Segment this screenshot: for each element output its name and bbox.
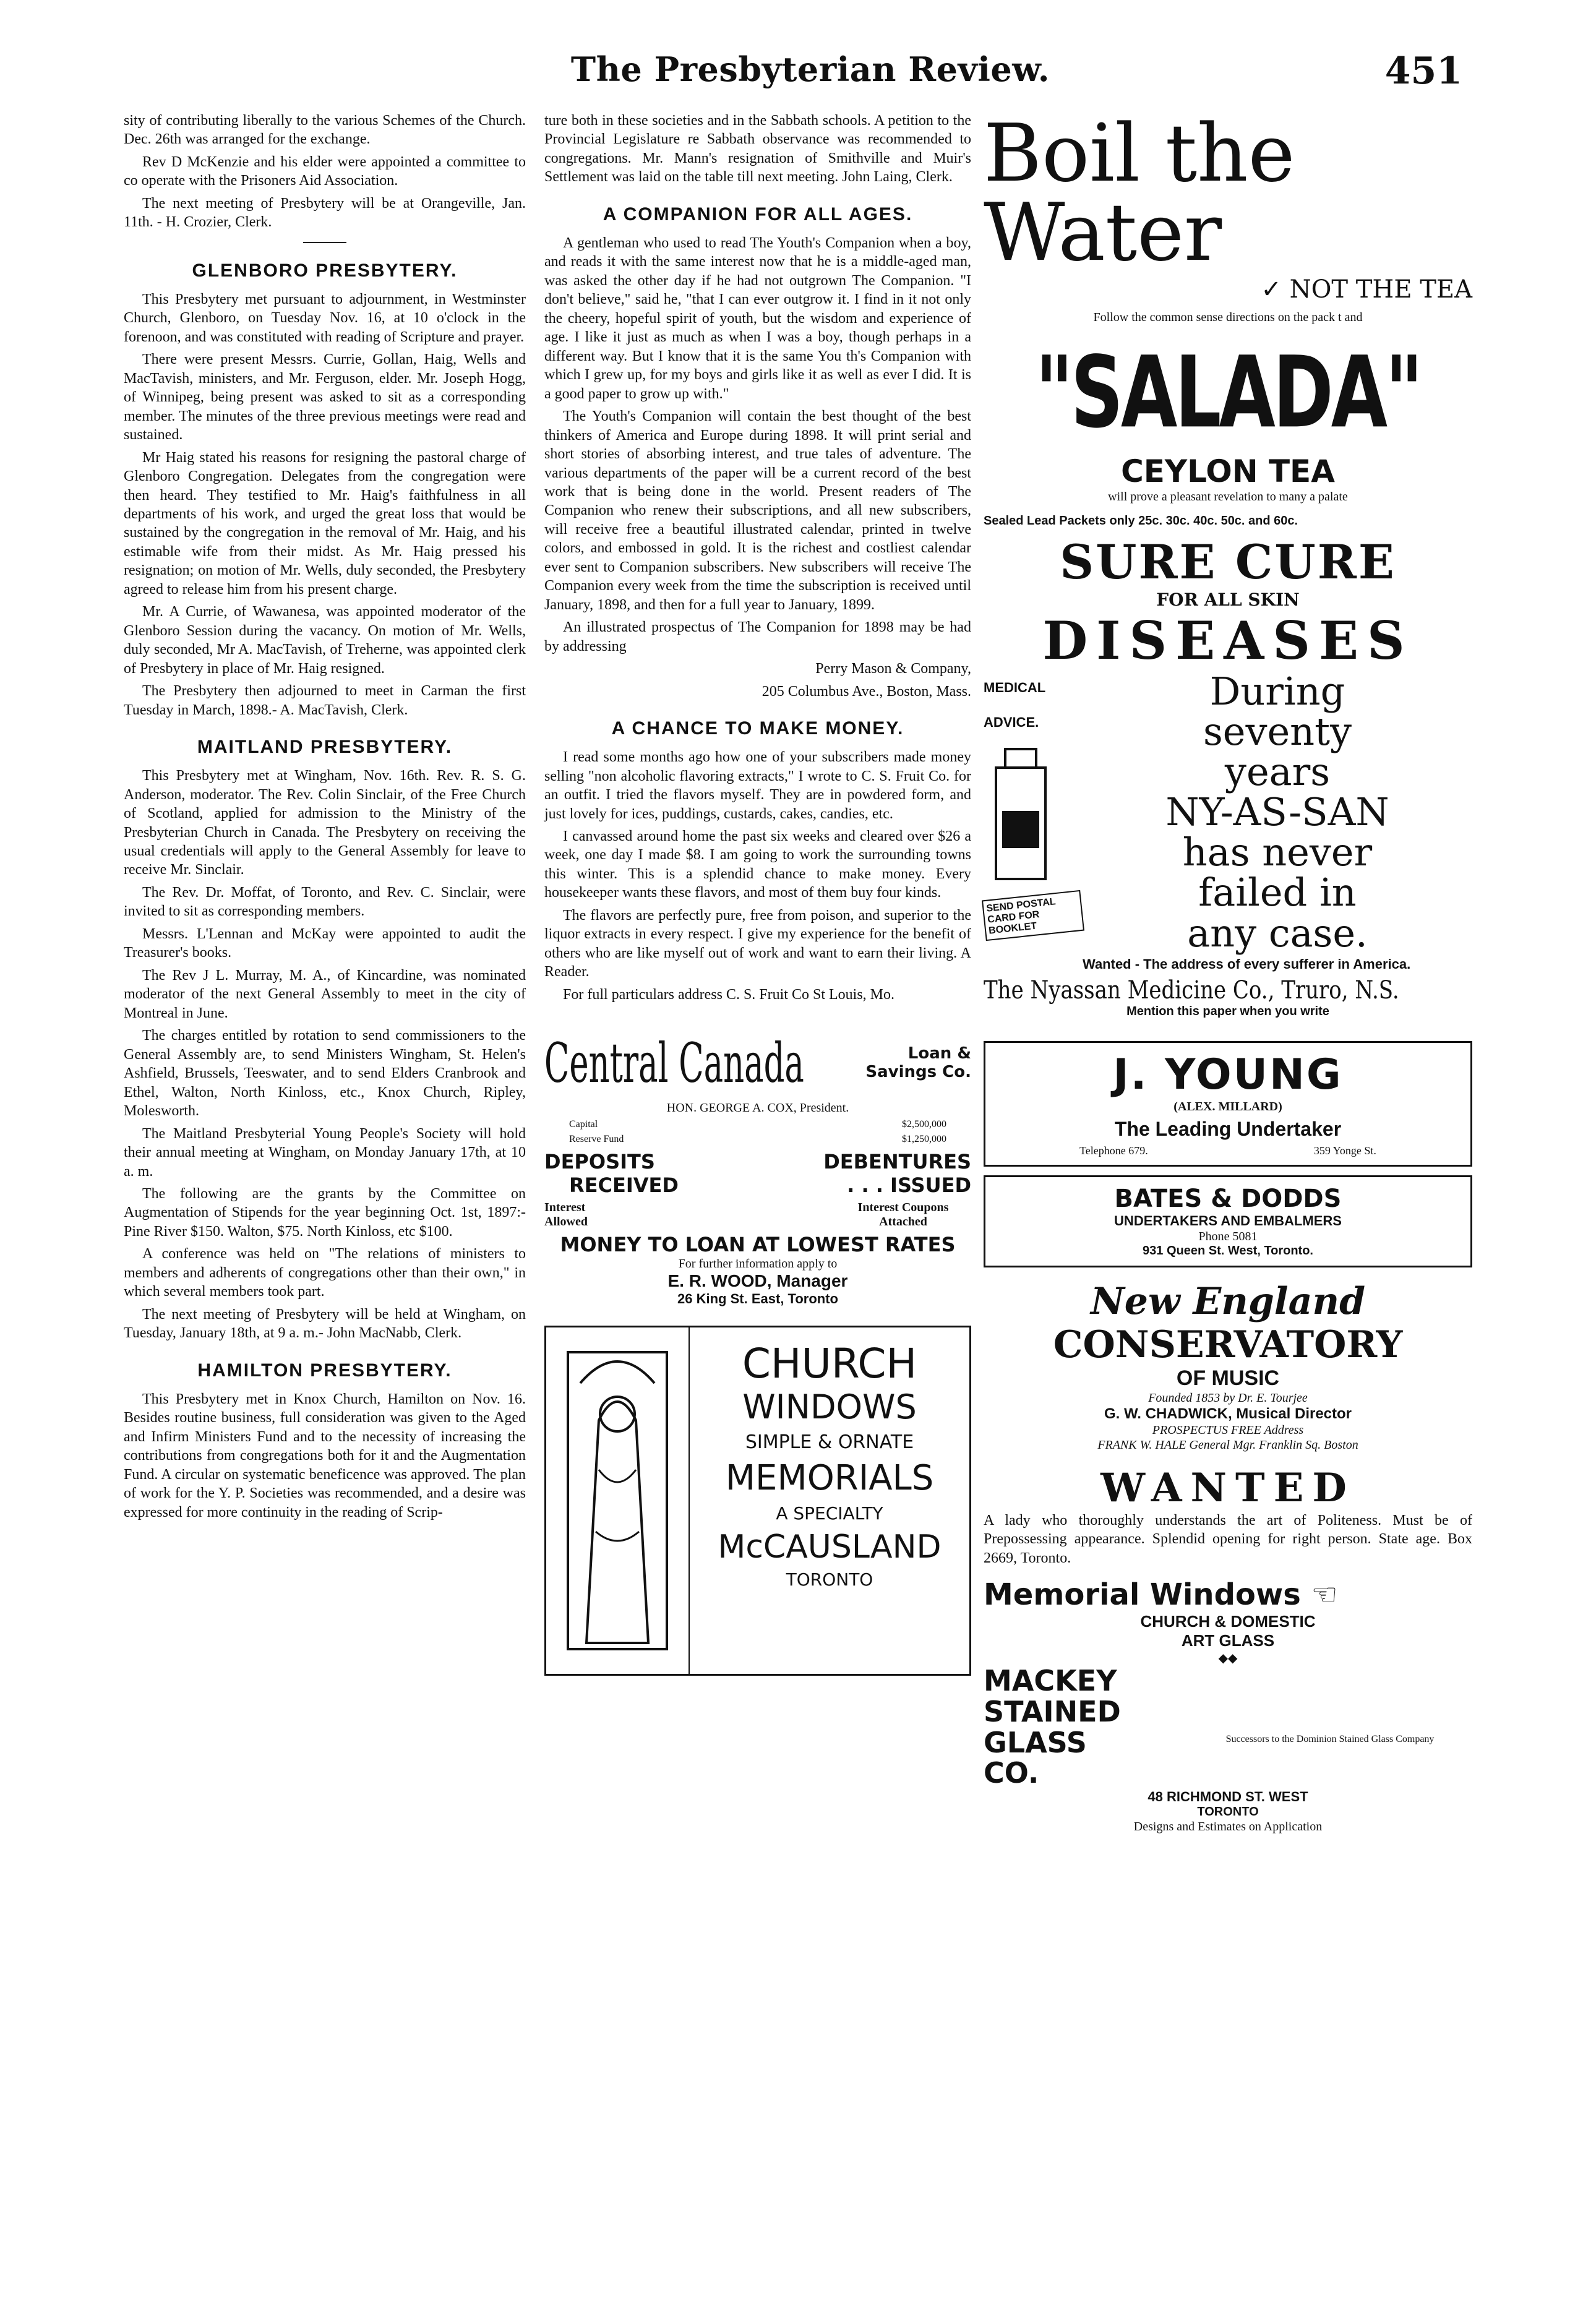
toronto-label: TORONTO — [1197, 1804, 1259, 1819]
packets-text: Sealed Lead Packets only 25c. 30c. 40c. 50c. and 60c. — [984, 514, 1298, 528]
windows-line: WINDOWS — [742, 1387, 917, 1427]
paragraph: There were present Messrs. Currie, Gollan, Haig, Wells and MacTavish, ministers, and Mr. Ferguson, elder. Mr. Joseph Hogg, of Winnipeg, being present was asked to sit as a corresponding member. The minutes of the three previous meetings were read and sustained. — [124, 351, 526, 444]
paragraph: A conference was held on "The relations of ministers to members and adherents of congregations other than their own," in which several members took part. — [124, 1246, 526, 1300]
hasnever-line: has never — [1182, 830, 1373, 875]
manager-line: E. R. WOOD, Manager — [667, 1271, 848, 1291]
paragraph: The Presbytery then adjourned to meet in Carman the first Tuesday in March, 1898.- A. MacTavish, Clerk. — [124, 683, 526, 718]
coupons-attached: Interest Coupons Attached — [857, 1201, 949, 1229]
savings-label: Savings Co. — [865, 1063, 971, 1082]
sure-cure-headline: SURE CURE — [1060, 534, 1396, 590]
of-music: OF MUSIC — [1176, 1366, 1280, 1390]
paragraph: The Maitland Presbyterial Young People's Society will hold their annual meeting at Wingham, on Monday January 17th, at 10 a. m. — [124, 1125, 526, 1180]
central-canada-logo: Central Canada — [544, 1031, 804, 1095]
wanted-address: Wanted - The address of every sufferer in America. — [1083, 956, 1411, 972]
paragraph: For full particulars address C. S. Fruit Co St Louis, Mo. — [563, 986, 894, 1003]
paragraph: The flavors are perfectly pure, free from poison, and superior to the liquor extracts in every respect. I give my experience for the benefit of others who are like myself out of work and want to earn their living. A Reader. — [544, 907, 971, 980]
angel-figure-icon — [546, 1327, 690, 1674]
paragraph: The Rev J L. Murray, M. A., of Kincardine, was nominated moderator of the next General Assembly to meet in the city of Montreal in June. — [124, 967, 526, 1021]
central-canada-ad — [544, 1029, 971, 1307]
signature: Perry Mason & Company, — [815, 661, 971, 677]
loan-label: Loan & — [907, 1044, 971, 1063]
divider — [303, 242, 346, 243]
mackey-co: CO. — [984, 1756, 1039, 1790]
failed-line: failed in — [1198, 870, 1357, 915]
memorials-line: MEMORIALS — [725, 1458, 934, 1499]
paragraph: An illustrated prospectus of The Companion for 1898 may be had by addressing — [544, 619, 971, 654]
deposits-label: DEPOSITS — [544, 1150, 655, 1174]
boil-headline: Boil the — [984, 108, 1295, 200]
paragraph: The Rev. Dr. Moffat, of Toronto, and Rev. C. Sinclair, were invited to sit as corresponding members. — [124, 884, 526, 920]
paragraph: The next meeting of Presbytery will be at Orangeville, Jan. 11th. - H. Crozier, Clerk. — [124, 195, 526, 231]
toronto-line: TORONTO — [786, 1569, 873, 1590]
page-title: The Presbyterian Review. — [570, 49, 1050, 89]
conservatory-ad — [984, 1280, 1472, 1452]
debentures-label: DEBENTURES — [823, 1150, 971, 1174]
paragraph: I read some months ago how one of your subscribers made money selling "non alcoholic flavoring extracts," I wrote to C. S. Fruit Co. for an outfit. I tried the flavors myself. They are in powdered form, and just lovely for ices, puddings, custards, cakes, candies, etc. — [544, 749, 971, 822]
new-england-headline: New England — [1090, 1279, 1366, 1323]
section-heading-glenboro: GLENBORO PRESBYTERY. — [192, 260, 458, 281]
interest-allowed: Interest Allowed — [544, 1201, 588, 1229]
president-line: HON. GEORGE A. COX, President. — [666, 1101, 849, 1115]
successors: Successors to the Dominion Stained Glass Company — [1225, 1734, 1435, 1745]
yonge-address: 359 Yonge St. — [1313, 1144, 1376, 1157]
nyassan-right — [1083, 671, 1472, 971]
specialty-line: A SPECIALTY — [776, 1503, 883, 1524]
address-line: 26 King St. East, Toronto — [677, 1291, 838, 1307]
years-line: years — [1224, 749, 1331, 795]
memorial-windows-ad — [984, 1577, 1472, 1834]
young-sub: (ALEX. MILLARD) — [1173, 1099, 1282, 1113]
column-1 — [124, 111, 526, 1525]
not-the-tea-text: NOT THE TEA — [1289, 275, 1472, 304]
mackey-block — [984, 1666, 1188, 1789]
not-the-tea — [984, 275, 1472, 304]
medical-label: MEDICAL — [984, 680, 1046, 695]
bottle-icon — [984, 743, 1058, 885]
seventy-line: seventy — [1203, 709, 1352, 755]
capital-value: $2,500,000 — [902, 1119, 946, 1130]
paragraph: The next meeting of Presbytery will be held at Wingham, on Tuesday, January 18th, at 9 a. m.- John MacNabb, Clerk. — [124, 1306, 526, 1342]
paragraph: Mr. A Currie, of Wawanesa, was appointed moderator of the Glenboro Session during the vacancy. On motion of Mr. Wells, duly seconded, Mr A. MacTavish, of Treherne, was appointed clerk of Presbytery in place of Mr. Haig resigned. — [124, 604, 526, 677]
frank-line: FRANK W. HALE General Mgr. Franklin Sq. Boston — [1097, 1438, 1358, 1452]
paragraph: Messrs. L'Lennan and McKay were appointed to audit the Treasurer's books. — [124, 925, 526, 961]
page-number: 451 — [1384, 49, 1462, 93]
leading-undertaker: The Leading Undertaker — [1114, 1117, 1342, 1140]
nyassan-left — [984, 671, 1083, 971]
diseases-headline: DISEASES — [1042, 610, 1414, 671]
column-3 — [984, 108, 1472, 1834]
follow-text: Follow the common sense directions on the pack t and — [1093, 311, 1363, 324]
pointing-hand-icon: ☜ — [1311, 1577, 1338, 1613]
rest-value: $1,250,000 — [902, 1134, 946, 1145]
ceylon-tea: CEYLON TEA — [1121, 453, 1335, 489]
bates-phone: Phone 5081 — [1198, 1229, 1258, 1243]
richmond-address: 48 RICHMOND ST. WEST — [1148, 1788, 1308, 1804]
money-to-loan: MONEY TO LOAN AT LOWEST RATES — [560, 1233, 956, 1257]
check-icon: ✓ — [1261, 275, 1282, 304]
wanted-text: A lady who thoroughly understands the art of Politeness. Must be of Prepossessing appearance. Splendid opening for right person. State age. Box 2669, Toronto. — [984, 1512, 1472, 1566]
rest-label: Reserve Fund — [569, 1134, 624, 1145]
church-line: CHURCH — [742, 1340, 917, 1388]
paragraph: This Presbytery met in Knox Church, Hamilton on Nov. 16. Besides routine business, full consideration was given to the Aged and Infirm Ministers Fund and to the necessity of increasing the contributions from congregations both for it and the Augmentation Fund. A circular on systematic beneficence was approved. The plan of work for the Y. P. Societies was recommended, and a desire was expressed for more continuity in the reading of Scrip- — [124, 1391, 526, 1520]
bates-address: 931 Queen St. West, Toronto. — [1143, 1243, 1313, 1258]
further-info: For further information apply to — [678, 1257, 838, 1271]
paragraph: sity of contributing liberally to the various Schemes of the Church. Dec. 26th was arranged for the exchange. — [124, 113, 526, 148]
bates-name: BATES & DODDS — [1114, 1184, 1342, 1213]
water-headline: Water — [984, 187, 1222, 279]
section-heading-companion: A COMPANION FOR ALL AGES. — [603, 204, 913, 225]
during-line: During — [1209, 669, 1345, 714]
mccausland-line: McCAUSLAND — [718, 1529, 942, 1566]
founded-line: Founded 1853 by Dr. E. Tourjee — [1148, 1391, 1308, 1405]
send-postal-card: SEND POSTAL CARD FOR BOOKLET — [982, 890, 1084, 941]
nyassan-ad — [984, 671, 1472, 971]
art-glass: ART GLASS — [1181, 1631, 1275, 1650]
church-ad-text — [690, 1327, 969, 1674]
section-heading-hamilton: HAMILTON PRESBYTERY. — [197, 1360, 452, 1381]
chadwick-line: G. W. CHADWICK, Musical Director — [1104, 1405, 1352, 1422]
designs-line: Designs and Estimates on Application — [1133, 1819, 1323, 1833]
stained-glass: STAINED GLASS — [984, 1694, 1121, 1759]
received-label: RECEIVED — [569, 1173, 679, 1198]
paragraph: Mr Haig stated his reasons for resigning the pastoral charge of Glenboro Congregation. Delegates from the congregation were then heard. They testified to Mr. Haig's faithfulness in all departments of his work, and urged the great loss that would be sustained by the congregation in the removal of Mr. Haig, and his estimable wife from their midst. As Mr. Haig pressed his resignation; on motion of Mr. Wells, duly seconded, the Presbytery agreed to release him from his present charge. — [124, 449, 526, 598]
anycase-line: any case. — [1187, 910, 1368, 956]
bates-sub: UNDERTAKERS AND EMBALMERS — [1114, 1212, 1342, 1228]
section-heading-money: A CHANCE TO MAKE MONEY. — [611, 718, 904, 739]
paragraph: I canvassed around home the past six weeks and cleared over $26 a week, one day I made $8. I am going to work the surrounding towns this winter. This is a splendid chance to make money. Every housekeeper wants these flavors, and most of them buy four kinds. — [544, 828, 971, 901]
simple-line: SIMPLE & ORNATE — [745, 1431, 914, 1454]
section-heading-maitland: MAITLAND PRESBYTERY. — [197, 737, 453, 758]
young-name: J. YOUNG — [1113, 1050, 1343, 1099]
mention-line: Mention this paper when you write — [1126, 1004, 1329, 1018]
paragraph: The following are the grants by the Committee on Augmentation of Stipends for the year beginning Oct. 1st, 1897:- Pine River $150. Walton, $75. North Kinloss, etc $100. — [124, 1185, 526, 1240]
prospectus-line: PROSPECTUS FREE Address — [1152, 1423, 1304, 1437]
paragraph: This Presbytery met pursuant to adjournment, in Westminster Church, Glenboro, on Tuesday Nov. 16, at 10 o'clock in the forenoon, and was constituted with reading of Scripture and prayer. — [124, 291, 526, 345]
conservatory-headline: CONSERVATORY — [1053, 1323, 1403, 1366]
young-ad — [984, 1041, 1472, 1167]
paragraph: This Presbytery met at Wingham, Nov. 16th. Rev. R. S. G. Anderson, moderator. The Rev. Colin Sinclair, of the Free Church of Scotland, applied for admission to the Ministry of the Presbyterian Church in Canada. The Presbytery on receiving the usual credentials will apply to the General Assembly for leave to receive Mr. Sinclair. — [124, 768, 526, 878]
address-line: 205 Columbus Ave., Boston, Mass. — [761, 683, 971, 700]
nyassan-name: NY-AS-SAN — [1165, 789, 1389, 835]
wanted-headline: WANTED — [1100, 1464, 1355, 1511]
prove-text: will prove a pleasant revelation to many a palate — [1108, 490, 1348, 504]
paragraph: The Youth's Companion will contain the best thought of the best thinkers of America and Europe during 1898. It will print serial and short stories of absorbing interest, and true tales of adventure. The various departments of the paper will be a current record of the best work that is being done in the world. Present readers of The Companion who renew their subscriptions, and all new subscribers, will receive free a beautiful illustrated calendar, printed in twelve colors, and embossed in gold. It is the richest and costliest calendar ever sent to Companion subscribers. New subscribers will receive The Companion every week from the time the subscription is received until January, 1898, and then for a full year to January, 1899. — [544, 408, 971, 613]
issued-label: . . . ISSUED — [847, 1173, 971, 1198]
paragraph: ture both in these societies and in the Sabbath schools. A petition to the Provincial Legislature re Sabbath observance was recommended to congregations. Mr. Mann's resignation of Smithville and Muir's Settlement was laid on the table till next meeting. John Laing, Clerk. — [544, 113, 971, 186]
advice-label: ADVICE. — [984, 714, 1039, 730]
skin-line: FOR ALL SKIN — [1156, 590, 1300, 610]
capital-label: Capital — [569, 1119, 598, 1130]
bates-dodds-ad — [984, 1175, 1472, 1267]
column-2 — [544, 111, 971, 1676]
paragraph: The charges entitled by rotation to send commissioners to the General Assembly are, to send Ministers Wingham, St. Helen's Ashfield, Brussels, Teeswater, and to send Elders Cranbrook and Ethel, Walton, North Kinloss, etc., Knox Church, Ripley, Molesworth. — [124, 1027, 526, 1120]
mackey-name: MACKEY — [984, 1664, 1117, 1698]
salada-logo: "SALADA" — [1035, 334, 1421, 450]
church-domestic: CHURCH & DOMESTIC — [1140, 1612, 1316, 1631]
telephone: Telephone 679. — [1079, 1144, 1148, 1157]
church-windows-ad — [544, 1326, 971, 1676]
nyassan-company: The Nyassan Medicine Co., Truro, N.S. — [984, 975, 1399, 1005]
memorial-headline — [984, 1577, 1472, 1612]
paragraph: Rev D McKenzie and his elder were appointed a committee to co operate with the Prisoners Aid Association. — [124, 153, 526, 189]
ornament-icon: ◆◆ — [1218, 1652, 1238, 1666]
memorial-text: Memorial Windows — [984, 1577, 1301, 1613]
paragraph: A gentleman who used to read The Youth's Companion when a boy, and reads it with the same interest now that he is a middle-aged man, was asked the other day if he had not outgrown The Companion. "I don't believe," said he, "that I can ever outgrow it. I find in it not only the cheery, hopeful spirit of youth, but the wisdom and experience of age. I like it just as much as when I was a boy, though perhaps in a different way. But I know that it is the same You th's Companion with which I grew up, for my boys and girls like it as well as ever I did. It is a good paper to grow up with." — [544, 234, 971, 402]
